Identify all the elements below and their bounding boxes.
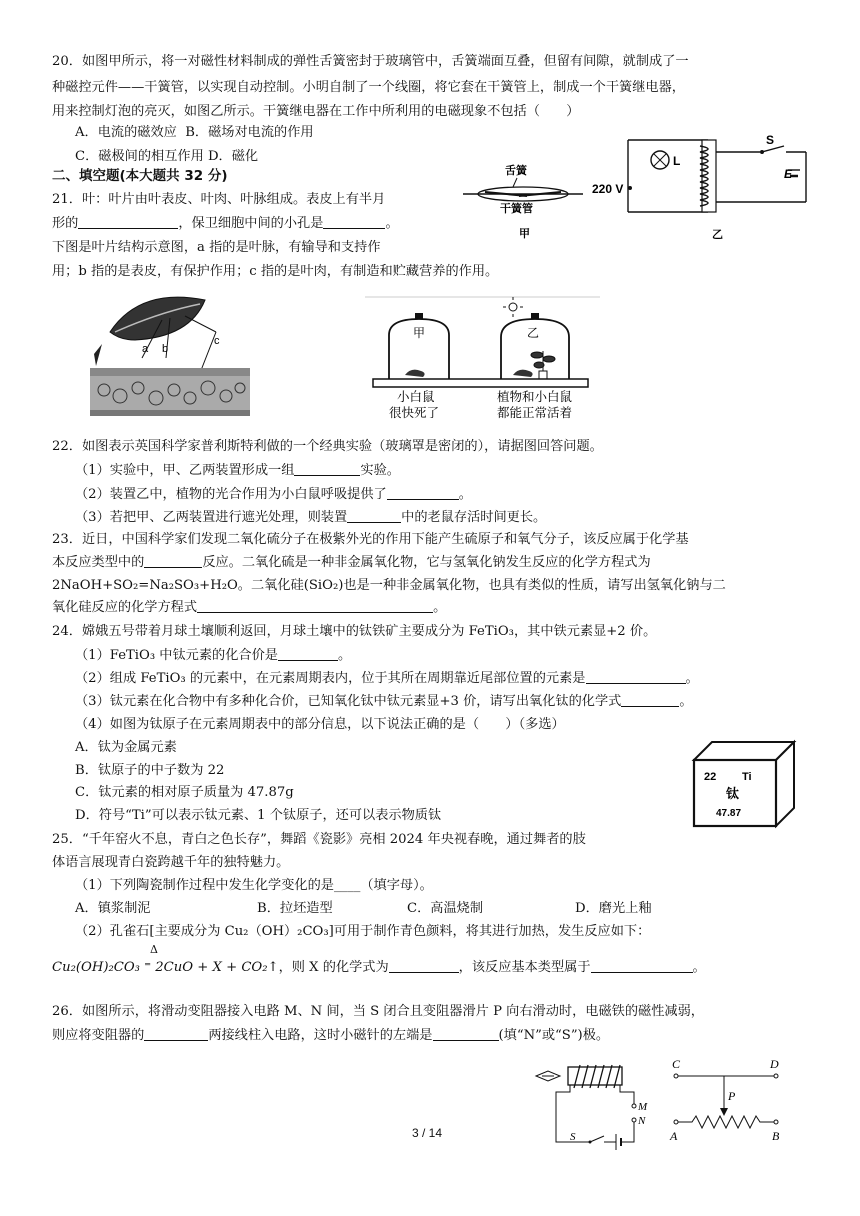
q22-sub2: （2）装置乙中，植物的光合作用为小白鼠呼吸提供了 。 bbox=[75, 487, 472, 502]
reed-switch-figure bbox=[455, 150, 590, 245]
answer-blank[interactable] bbox=[347, 508, 401, 523]
fig-jia-label: 甲 bbox=[519, 228, 530, 240]
svg-text:S: S bbox=[766, 133, 775, 147]
q20-line2: 种磁控元件——干簧管，以实现自动控制。小明自制了一个线圈，将它套在干簧管上，制成一个干簧继电器， bbox=[52, 80, 685, 95]
answer-blank[interactable] bbox=[433, 1026, 499, 1041]
svg-text:L: L bbox=[673, 154, 681, 168]
answer-blank[interactable] bbox=[591, 958, 693, 973]
svg-text:A: A bbox=[670, 1129, 678, 1143]
q26-line1: 26．如图所示，将滑动变阻器接入电路 M、N 间，当 S 闭合且变阻器滑片 P 向右滑动时，电磁铁的磁性减弱， bbox=[52, 1004, 704, 1019]
q22-sub1: （1）实验中，甲、乙两装置形成一组 实验。 bbox=[75, 463, 400, 478]
q23-line3: 2NaOH+SO₂=Na₂SO₃+H₂O。二氧化硅(SiO₂)也是一种非金属氧化物，也具有类似的性质，请写出氢氧化钠与二 bbox=[52, 578, 726, 593]
q24-option-b: B．钛原子的中子数为 22 bbox=[75, 763, 225, 778]
svg-text:钛: 钛 bbox=[726, 787, 740, 802]
q20-options-row1 bbox=[75, 123, 314, 143]
q25-option-b: B．拉坯造型 bbox=[257, 901, 333, 916]
voltage-label: 220 V bbox=[592, 182, 624, 196]
answer-blank[interactable] bbox=[78, 214, 178, 229]
answer-blank[interactable] bbox=[389, 958, 459, 973]
q25-option-a: A．镇浆制泥 bbox=[75, 901, 151, 916]
q24-option-d: D．符号“Ti”可以表示钛元素、1 个钛原子，还可以表示物质钛 bbox=[75, 808, 442, 823]
mouse-icon bbox=[405, 370, 425, 377]
q24-sub1: （1）FeTiO₃ 中钛元素的化合价是 。 bbox=[75, 648, 352, 663]
page-number: 3 / 14 bbox=[412, 1126, 443, 1140]
svg-text:P: P bbox=[728, 1089, 736, 1103]
answer-blank[interactable] bbox=[621, 692, 679, 707]
q24-sub2: （2）组成 FeTiO₃ 的元素中，在元素周期表内，位于其所在周期靠近尾部位置的元素是 。 bbox=[75, 671, 699, 686]
q20-line3: 用来控制灯泡的亮灭，如图乙所示。干簧继电器在工作中所利用的电磁现象不包括（ ） bbox=[52, 104, 580, 119]
rheostat-figure bbox=[668, 1052, 788, 1144]
q24-sub4: （4）如图为钛原子在元素周期表中的部分信息，以下说法正确的是（ ）（多选） bbox=[75, 717, 565, 732]
answer-blank[interactable] bbox=[586, 669, 686, 684]
electromagnet-circuit-figure bbox=[530, 1062, 670, 1150]
q21-line3: 下图是叶片结构示意图，a 指的是叶脉，有输导和支持作 bbox=[52, 240, 381, 255]
svg-text:M: M bbox=[638, 1101, 648, 1113]
q22-stem: 22．如图表示英国科学家普利斯特利做的一个经典实验（玻璃罩是密闭的），请据图回答问题。 bbox=[52, 439, 603, 454]
svg-text:E: E bbox=[784, 167, 793, 181]
heat-delta-symbol: Δ bbox=[150, 943, 158, 956]
resistor-icon bbox=[678, 1116, 774, 1128]
svg-text:C: C bbox=[672, 1057, 681, 1071]
q25-equation-line: Cu₂(OH)₂CO₃ ⁼ 2CuO + X + CO₂↑，则 X 的化学式为 ，该反应基本类型属于 。 bbox=[52, 960, 706, 975]
mouse-icon bbox=[513, 370, 533, 377]
svg-text:植物和小白鼠: 植物和小白鼠 bbox=[497, 390, 573, 404]
leaf-stalk-icon bbox=[94, 344, 102, 366]
q25-line2: 体语言展现青白瓷跨越千年的独特魅力。 bbox=[52, 855, 290, 870]
reed-label: 舌簧 bbox=[505, 165, 527, 177]
q20-option-a: A．电流的磁效应 bbox=[75, 125, 177, 140]
svg-text:都能正常活着: 都能正常活着 bbox=[497, 406, 573, 420]
svg-text:a: a bbox=[142, 343, 149, 355]
svg-text:22: 22 bbox=[704, 771, 717, 783]
relay-circuit-figure bbox=[590, 132, 820, 242]
svg-text:乙: 乙 bbox=[527, 326, 540, 340]
q24-sub3: （3）钛元素在化合物中有多种化合价，已知氧化钛中钛元素显+3 价，请写出氧化钛的化学式 。 bbox=[75, 694, 693, 709]
slider-p-icon bbox=[720, 1108, 728, 1116]
answer-blank[interactable] bbox=[278, 646, 338, 661]
q20-line1: 20．如图甲所示，将一对磁性材料制成的弹性舌簧密封于玻璃管中，舌簧端面互叠，但留有间隙，就制成了一 bbox=[52, 54, 689, 69]
reaction-equation: Cu₂(OH)₂CO₃ ⁼ 2CuO + X + CO₂↑ bbox=[52, 960, 279, 975]
q25-line1: 25．“千年窑火不息，青白之色长存”，舞蹈《瓷影》亮相 2024 年央视春晚，通过舞者的肢 bbox=[52, 832, 586, 847]
answer-blank[interactable] bbox=[294, 461, 360, 476]
q22-sub3: （3）若把甲、乙两装置进行遮光处理，则装置 中的老鼠存活时间更长。 bbox=[75, 510, 547, 525]
titanium-element-cube bbox=[690, 738, 800, 828]
svg-text:S: S bbox=[570, 1131, 576, 1143]
q25-sub1: （1）下列陶瓷制作过程中发生化学变化的是____（填字母）。 bbox=[75, 878, 433, 893]
q24-stem: 24．嫦娥五号带着月球土壤顺利返回，月球土壤中的钛铁矿主要成分为 FeTiO₃，其中铁元素显+2 价。 bbox=[52, 624, 657, 639]
q24-option-a: A．钛为金属元素 bbox=[75, 740, 177, 755]
svg-text:Ti: Ti bbox=[742, 771, 752, 783]
q21-line2: 形的 ，保卫细胞中间的小孔是 。 bbox=[52, 216, 399, 231]
section-heading: 二、填空题(本大题共 32 分) bbox=[52, 168, 228, 184]
q25-option-c: C．高温烧制 bbox=[407, 901, 484, 916]
q23-line1: 23．近日，中国科学家们发现二氧化硫分子在极紫外光的作用下能产生硫原子和氧气分子，该反应属于化学基 bbox=[52, 532, 689, 547]
q20-option-c: C．磁极间的相互作用 bbox=[75, 149, 204, 164]
q20-option-b: B．磁场对电流的作用 bbox=[185, 125, 314, 140]
answer-blank[interactable] bbox=[197, 598, 433, 613]
svg-text:B: B bbox=[772, 1129, 780, 1143]
answer-blank[interactable] bbox=[144, 553, 202, 568]
q20-option-d: D．磁化 bbox=[207, 149, 259, 164]
svg-text:b: b bbox=[162, 343, 169, 355]
sun-icon bbox=[509, 303, 517, 311]
svg-text:小白鼠: 小白鼠 bbox=[397, 390, 435, 404]
q21-line4: 用；b 指的是表皮，有保护作用；c 指的是叶肉，有制造和贮藏营养的作用。 bbox=[52, 264, 499, 279]
svg-text:D: D bbox=[770, 1057, 779, 1071]
answer-blank[interactable] bbox=[387, 485, 459, 500]
svg-text:47.87: 47.87 bbox=[716, 808, 742, 819]
fig-yi-label: 乙 bbox=[712, 229, 723, 241]
q21-line1: 21．叶：叶片由叶表皮、叶肉、叶脉组成。表皮上有半月 bbox=[52, 192, 386, 207]
q26-line2: 则应将变阻器的 两接线柱入电路，这时小磁针的左端是 (填“N”或“S”)极。 bbox=[52, 1028, 610, 1043]
q25-sub2: （2）孔雀石[主要成分为 Cu₂（OH）₂CO₃]可用于制作青色颜料，将其进行加热，发生反应如下： bbox=[75, 924, 651, 939]
q23-line4: 氧化硅反应的化学方程式 。 bbox=[52, 600, 447, 615]
svg-text:很快死了: 很快死了 bbox=[389, 406, 440, 420]
svg-text:甲: 甲 bbox=[413, 326, 426, 340]
answer-blank[interactable] bbox=[323, 214, 385, 229]
svg-text:c: c bbox=[214, 335, 220, 347]
q24-option-c: C．钛元素的相对原子质量为 47.87g bbox=[75, 785, 294, 800]
leaf-structure-figure bbox=[90, 292, 250, 422]
tube-label: 干簧管 bbox=[500, 203, 533, 215]
q25-option-d: D．磨光上釉 bbox=[575, 901, 652, 916]
bell-jar-figure bbox=[365, 295, 600, 420]
answer-blank[interactable] bbox=[144, 1026, 208, 1041]
q23-line2: 本反应类型中的 反应。二氧化硫是一种非金属氧化物，它与氢氧化钠发生反应的化学方程式为 bbox=[52, 555, 651, 570]
svg-text:N: N bbox=[638, 1115, 646, 1127]
q20-options-row2 bbox=[75, 147, 258, 167]
